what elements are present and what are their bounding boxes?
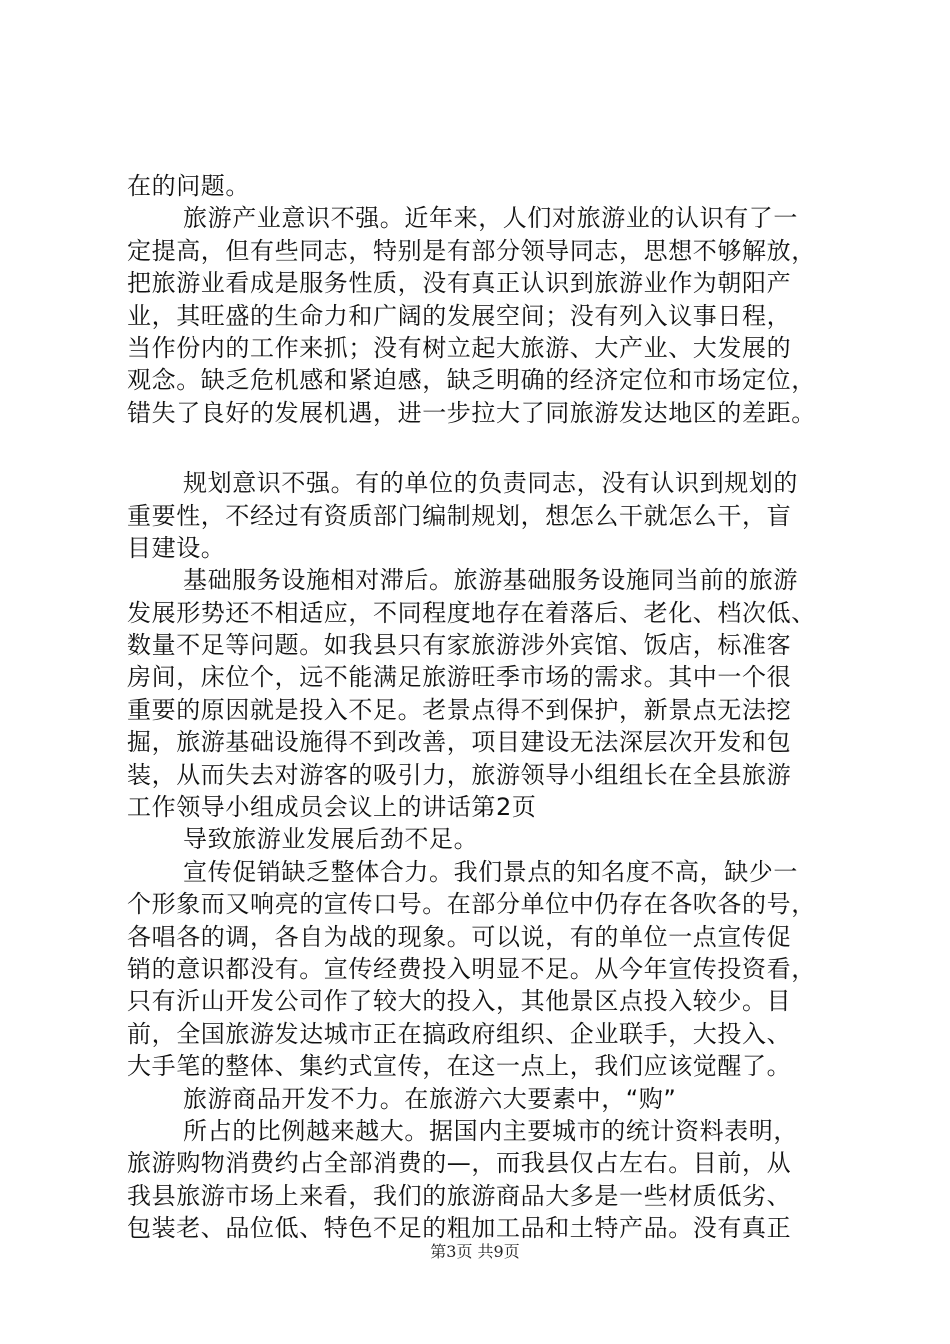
text-line: 在的问题。: [127, 172, 250, 200]
text-line: 宣传促销缺乏整体合力。我们景点的知名度不高，缺少一: [183, 857, 798, 886]
text-line: 数量不足等问题。如我县只有家旅游涉外宾馆、饭店，标准客: [127, 631, 792, 660]
text-line: 导致旅游业发展后劲不足。: [183, 825, 479, 854]
text-line: 把旅游业看成是服务性质，没有真正认识到旅游业作为朝阳产: [127, 269, 792, 298]
text-line: 规划意识不强。有的单位的负责同志，没有认识到规划的: [183, 469, 798, 498]
text-line: 个形象而又响亮的宣传口号。在部分单位中仍存在各吹各的号，: [127, 890, 816, 919]
text-line: 掘，旅游基础设施得不到改善，项目建设无法深层次开发和包: [127, 728, 792, 757]
text-line: 所占的比例越来越大。据国内主要城市的统计资料表明，: [183, 1116, 798, 1145]
text-line: 销的意识都没有。宣传经费投入明显不足。从今年宣传投资看，: [127, 954, 816, 983]
text-line: 基础服务设施相对滞后。旅游基础服务设施同当前的旅游: [183, 566, 798, 595]
text-line: 错失了良好的发展机遇，进一步拉大了同旅游发达地区的差距。: [127, 398, 816, 427]
text-line: 旅游产业意识不强。近年来，人们对旅游业的认识有了一: [183, 204, 798, 233]
text-line: 只有沂山开发公司作了较大的投入，其他景区点投入较少。目: [127, 987, 792, 1016]
text-line: 定提高，但有些同志，特别是有部分领导同志，思想不够解放，: [127, 236, 816, 265]
text-line: 业，其旺盛的生命力和广阔的发展空间；没有列入议事日程，: [127, 301, 792, 330]
text-line: 大手笔的整体、集约式宣传，在这一点上，我们应该觉醒了。: [127, 1052, 792, 1081]
page-footer: [0, 1242, 950, 1262]
text-line: 各唱各的调，各自为战的现象。可以说，有的单位一点宣传促: [127, 922, 792, 951]
text-line: 房间，床位个，远不能满足旅游旺季市场的需求。其中一个很: [127, 663, 792, 692]
text-line: 装，从而失去对游客的吸引力，旅游领导小组组长在全县旅游: [127, 760, 792, 789]
text-line: 目建设。: [127, 533, 226, 562]
text-line: 前，全国旅游发达城市正在搞政府组织、企业联手，大投入、: [127, 1019, 792, 1048]
text-line: 我县旅游市场上来看，我们的旅游商品大多是一些材质低劣、: [127, 1181, 792, 1210]
text-line: 当作份内的工作来抓；没有树立起大旅游、大产业、大发展的: [127, 333, 792, 362]
text-line: 旅游商品开发不力。在旅游六大要素中，“购”: [183, 1084, 677, 1113]
text-line: 包装老、品位低、特色不足的粗加工品和土特产品。没有真正: [127, 1214, 792, 1243]
text-line: 重要的原因就是投入不足。老景点得不到保护，新景点无法挖: [127, 695, 792, 724]
text-line: 旅游购物消费约占全部消费的—，而我县仅占左右。目前，从: [127, 1149, 792, 1178]
text-line: 重要性，不经过有资质部门编制规划，想怎么干就怎么干，盲: [127, 501, 792, 530]
paragraph-gap: [127, 429, 832, 467]
text-line: 观念。缺乏危机感和紧迫感，缺乏明确的经济定位和市场定位，: [127, 366, 816, 395]
document-body: [127, 170, 832, 1245]
text-line: 工作领导小组成员会议上的讲话第2页: [127, 793, 537, 822]
page-number-label: 第3页 共9页: [430, 1242, 520, 1261]
text-line: 发展形势还不相适应，不同程度地存在着落后、老化、档次低、: [127, 598, 816, 627]
